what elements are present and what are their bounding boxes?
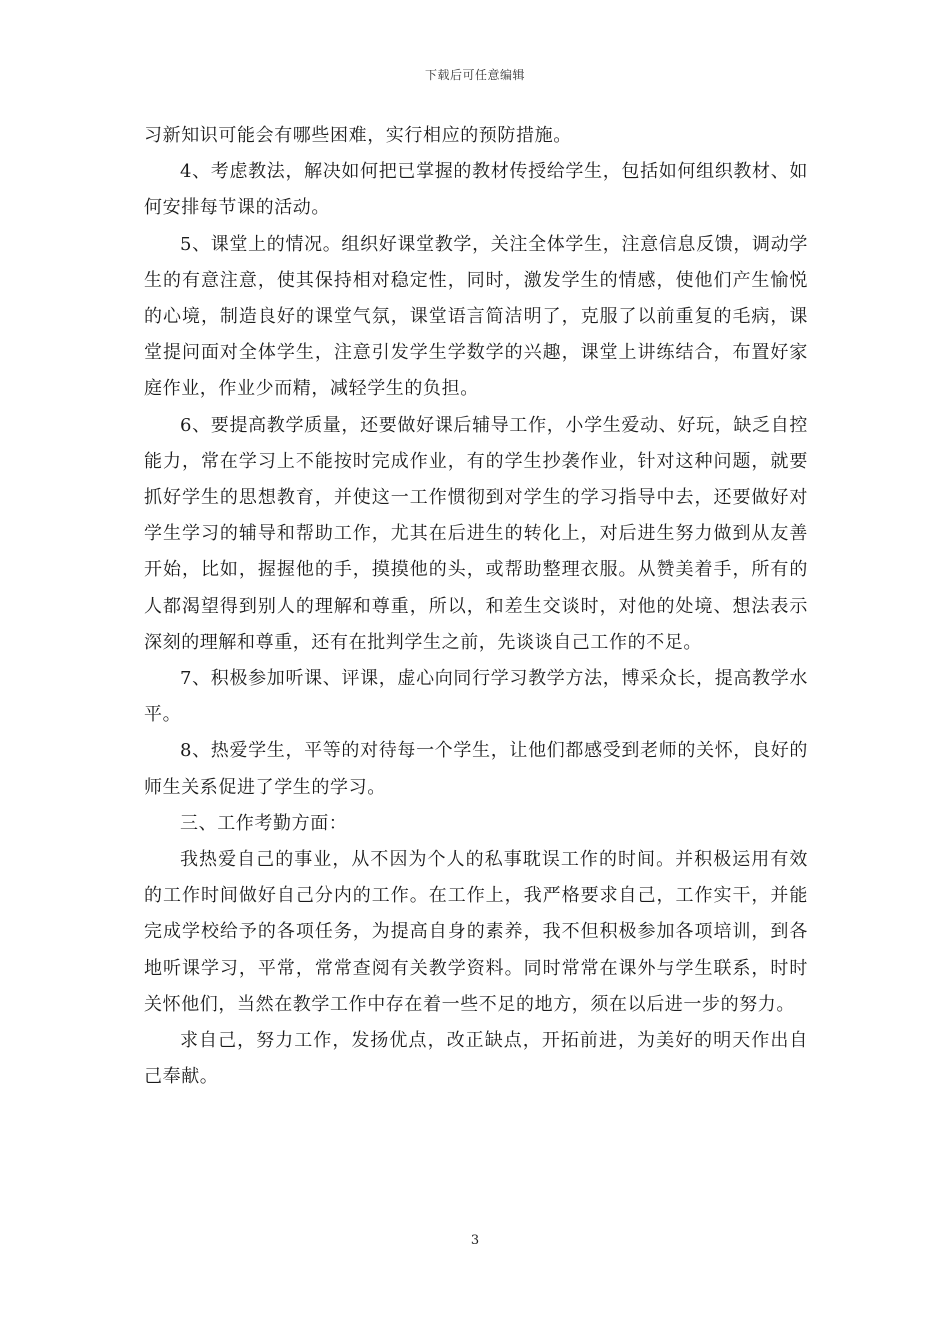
paragraph: 4、考虑教法，解决如何把已掌握的教材传授给学生，包括如何组织教材、如何安排每节课的活动。 xyxy=(144,161,808,219)
paragraph: 5、课堂上的情况。组织好课堂教学，关注全体学生，注意信息反馈，调动学生的有意注意，使其保持相对稳定性，同时，激发学生的情感，使他们产生愉悦的心境，制造良好的课堂气氛，课堂语言简洁明了，克服了以前重复的毛病，课堂提问面对全体学生，注意引发学生学数学的兴趣，课堂上讲练结合，布置好家庭作业，作业少而精，减轻学生的负担。 xyxy=(144,233,808,400)
paragraph: 8、热爱学生，平等的对待每一个学生，让他们都感受到老师的关怀，良好的师生关系促进了学生的学习。 xyxy=(144,740,808,798)
paragraph: 求自己，努力工作，发扬优点，改正缺点，开拓前进，为美好的明天作出自己奉献。 xyxy=(144,1030,808,1088)
paragraph: 7、积极参加听课、评课，虚心向同行学习教学方法，博采众长，提高教学水平。 xyxy=(144,668,808,726)
paragraph: 习新知识可能会有哪些困难，实行相应的预防措施。 xyxy=(144,125,572,146)
page-header: 下载后可任意编辑 xyxy=(424,68,525,82)
paragraph: 我热爱自己的事业，从不因为个人的私事耽误工作的时间。并积极运用有效的工作时间做好自己分内的工作。在工作上，我严格要求自己，工作实干，并能完成学校给予的各项任务，为提高自身的素养，我不但积极参加各项培训，到各地听课学习，平常，常常查阅有关教学资料。同时常常在课外与学生联系，时时关怀他们，当然在教学工作中存在着一些不足的地方，须在以后进一步的努力。 xyxy=(144,849,808,1015)
page-number: 3 xyxy=(470,1233,480,1248)
paragraph: 6、要提高教学质量，还要做好课后辅导工作，小学生爱动、好玩，缺乏自控能力，常在学习上不能按时完成作业，有的学生抄袭作业，针对这种问题，就要抓好学生的思想教育，并使这一工作惯彻到对学生的学习指导中去，还要做好对学生学习的辅导和帮助工作，尤其在后进生的转化上，对后进生努力做到从友善开始，比如，握握他的手，摸摸他的头，或帮助整理衣服。从赞美着手，所有的人都渴望得到别人的理解和尊重，所以，和差生交谈时，对他的处境、想法表示深刻的理解和尊重，还有在批判学生之前，先谈谈自己工作的不足。 xyxy=(144,414,808,653)
section-heading: 三、工作考勤方面： xyxy=(180,812,348,834)
document-body xyxy=(144,118,808,1095)
